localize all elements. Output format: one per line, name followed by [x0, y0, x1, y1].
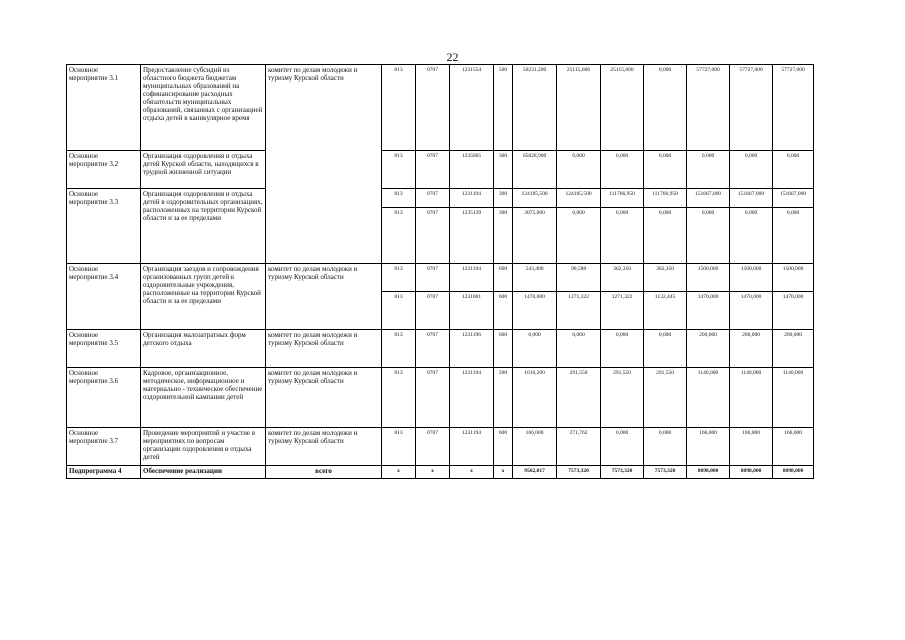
budget-table: [66, 64, 814, 479]
expense-type-code: 600: [494, 264, 513, 292]
expense-type-code: 200: [494, 368, 513, 428]
value-cell: 9562,017: [513, 466, 557, 479]
event-description: Организация оздоровления и отдыха детей Курской области, находящихся в трудной жизненной ситуации: [141, 151, 266, 189]
grbs-code: 813: [382, 189, 416, 208]
value-cell: 1271,322: [601, 292, 644, 330]
value-cell: 8098,000: [773, 466, 814, 479]
value-cell: 7573,320: [557, 466, 601, 479]
value-cell: 0,000: [557, 208, 601, 264]
table-row: [67, 189, 814, 208]
value-cell: 111766,950: [644, 189, 687, 208]
value-cell: 0,000: [644, 330, 687, 368]
value-cell: 151667,000: [773, 189, 814, 208]
grbs-code: 813: [382, 65, 416, 151]
value-cell: 0,000: [644, 428, 687, 466]
event-name: Основное мероприятие 3.5: [67, 330, 141, 368]
total-row: [67, 466, 814, 479]
table-row: [67, 264, 814, 292]
section-code: 0707: [416, 189, 450, 208]
table-row: [67, 368, 814, 428]
target-article-code: 1231554: [450, 65, 494, 151]
value-cell: 271,762: [557, 428, 601, 466]
value-cell: 1500,000: [730, 264, 773, 292]
value-cell: 50231,200: [513, 65, 557, 151]
value-cell: 200,000: [773, 330, 814, 368]
value-cell: 25115,600: [557, 65, 601, 151]
expense-type-code: 300: [494, 189, 513, 208]
expense-type-code: 300: [494, 151, 513, 189]
section-code: 0707: [416, 428, 450, 466]
value-cell: 0,000: [773, 151, 814, 189]
responsible-executor: комитет по делам молодежи и туризму Курской области: [266, 65, 382, 264]
value-cell: 3075,000: [513, 208, 557, 264]
page-number: 22: [446, 50, 459, 64]
grbs-code: 813: [382, 428, 416, 466]
value-cell: 65828,900: [513, 151, 557, 189]
event-name: Основное мероприятие 3.7: [67, 428, 141, 466]
value-cell: 1470,000: [773, 292, 814, 330]
value-cell: 57727,000: [730, 65, 773, 151]
event-name: Основное мероприятие 3.2: [67, 151, 141, 189]
target-article-code: 1235139: [450, 208, 494, 264]
expense-type-code: 600: [494, 292, 513, 330]
value-cell: 0,000: [557, 330, 601, 368]
value-cell: 166,000: [687, 428, 730, 466]
target-article-code: 1231194: [450, 189, 494, 208]
value-cell: 1132,445: [644, 292, 687, 330]
value-cell: 166,000: [773, 428, 814, 466]
target-article-code: 1231194: [450, 264, 494, 292]
value-cell: 291,550: [644, 368, 687, 428]
event-name: Основное мероприятие 3.6: [67, 368, 141, 428]
value-cell: 0,000: [557, 151, 601, 189]
expense-type-code: х: [494, 466, 513, 479]
grbs-code: 813: [382, 151, 416, 189]
event-description: Предоставление субсидий из областного бюджета бюджетам муниципальных образований на софинансирование расходных обязательств муниципальных образований, связанных с организацией отдыха детей в каникулярное время: [141, 65, 266, 151]
value-cell: 25115,600: [601, 65, 644, 151]
target-article-code: 1231194: [450, 428, 494, 466]
grbs-code: х: [382, 466, 416, 479]
target-article-code: 1231001: [450, 292, 494, 330]
responsible-executor: комитет по делам молодежи и туризму Курской области: [266, 330, 382, 368]
value-cell: 0,000: [644, 151, 687, 189]
target-article-code: 1231194: [450, 368, 494, 428]
value-cell: 90,588: [557, 264, 601, 292]
value-cell: 543,400: [513, 264, 557, 292]
value-cell: 1500,000: [773, 264, 814, 292]
value-cell: 111766,950: [601, 189, 644, 208]
value-cell: 7573,320: [601, 466, 644, 479]
grbs-code: 813: [382, 264, 416, 292]
value-cell: 0,000: [687, 151, 730, 189]
value-cell: 1470,000: [730, 292, 773, 330]
target-article-code: х: [450, 466, 494, 479]
responsible-executor: комитет по делам молодежи и туризму Курской области: [266, 264, 382, 330]
table-row: [67, 330, 814, 368]
value-cell: 0,000: [773, 208, 814, 264]
value-cell: 1140,000: [687, 368, 730, 428]
event-description: Организация малозатратных форм детского отдыха: [141, 330, 266, 368]
table-row: [67, 428, 814, 466]
grbs-code: 813: [382, 330, 416, 368]
value-cell: 57727,000: [773, 65, 814, 151]
value-cell: 200,000: [730, 330, 773, 368]
expense-type-code: 600: [494, 428, 513, 466]
event-description: Проведение мероприятий и участие в мероприятиях по вопросам организации оздоровления и отдыха детей: [141, 428, 266, 466]
value-cell: 151667,000: [730, 189, 773, 208]
value-cell: 57727,000: [687, 65, 730, 151]
value-cell: 362,350: [644, 264, 687, 292]
value-cell: 0,000: [644, 208, 687, 264]
value-cell: 0,000: [601, 330, 644, 368]
total-label: всего: [266, 466, 382, 479]
event-name: Основное мероприятие 3.4: [67, 264, 141, 330]
value-cell: 124185,500: [557, 189, 601, 208]
value-cell: 1140,000: [730, 368, 773, 428]
value-cell: 1470,000: [513, 292, 557, 330]
section-code: 0707: [416, 151, 450, 189]
section-code: 0707: [416, 330, 450, 368]
value-cell: 0,000: [601, 151, 644, 189]
expense-type-code: 300: [494, 208, 513, 264]
value-cell: 151667,000: [687, 189, 730, 208]
subprogram-description: Обеспечение реализации: [141, 466, 266, 479]
grbs-code: 813: [382, 292, 416, 330]
value-cell: 362,350: [601, 264, 644, 292]
table-row: [67, 65, 814, 151]
expense-type-code: 600: [494, 330, 513, 368]
value-cell: 1140,000: [773, 368, 814, 428]
value-cell: 166,000: [513, 428, 557, 466]
target-article-code: 1235065: [450, 151, 494, 189]
value-cell: 124185,500: [513, 189, 557, 208]
value-cell: 1271,322: [557, 292, 601, 330]
expense-type-code: 500: [494, 65, 513, 151]
value-cell: 166,000: [730, 428, 773, 466]
value-cell: 0,000: [644, 65, 687, 151]
event-name: Основное мероприятие 3.3: [67, 189, 141, 264]
section-code: 0707: [416, 368, 450, 428]
grbs-code: 813: [382, 368, 416, 428]
value-cell: 1500,000: [687, 264, 730, 292]
value-cell: 291,550: [557, 368, 601, 428]
value-cell: 8098,000: [687, 466, 730, 479]
table-row: [67, 151, 814, 189]
value-cell: 0,000: [601, 208, 644, 264]
responsible-executor: комитет по делам молодежи и туризму Курской области: [266, 428, 382, 466]
section-code: х: [416, 466, 450, 479]
subprogram-name: Подпрограмма 4: [67, 466, 141, 479]
event-name: Основное мероприятие 3.1: [67, 65, 141, 151]
value-cell: 0,000: [687, 208, 730, 264]
section-code: 0707: [416, 208, 450, 264]
value-cell: 0,000: [513, 330, 557, 368]
grbs-code: 813: [382, 208, 416, 264]
responsible-executor: комитет по делам молодежи и туризму Курской области: [266, 368, 382, 428]
value-cell: 0,000: [730, 151, 773, 189]
value-cell: 8098,000: [730, 466, 773, 479]
section-code: 0707: [416, 65, 450, 151]
event-description: Организация заездов и сопровождения организованных групп детей в оздоровительные учреждения, расположенные на территории Курской области и за ее пределами: [141, 264, 266, 330]
section-code: 0707: [416, 264, 450, 292]
value-cell: 291,550: [601, 368, 644, 428]
value-cell: 0,000: [730, 208, 773, 264]
event-description: Организация оздоровления и отдыха детей в оздоровительных организациях, расположенных на территории Курской области и за ее пределами: [141, 189, 266, 264]
value-cell: 7573,320: [644, 466, 687, 479]
target-article-code: 1231196: [450, 330, 494, 368]
value-cell: 200,000: [687, 330, 730, 368]
value-cell: 1016,200: [513, 368, 557, 428]
section-code: 0707: [416, 292, 450, 330]
value-cell: 0,000: [601, 428, 644, 466]
value-cell: 1470,000: [687, 292, 730, 330]
event-description: Кадровое, организационное, методическое, информационное и материально - техническое обеспечение оздоровительной кампании детей: [141, 368, 266, 428]
